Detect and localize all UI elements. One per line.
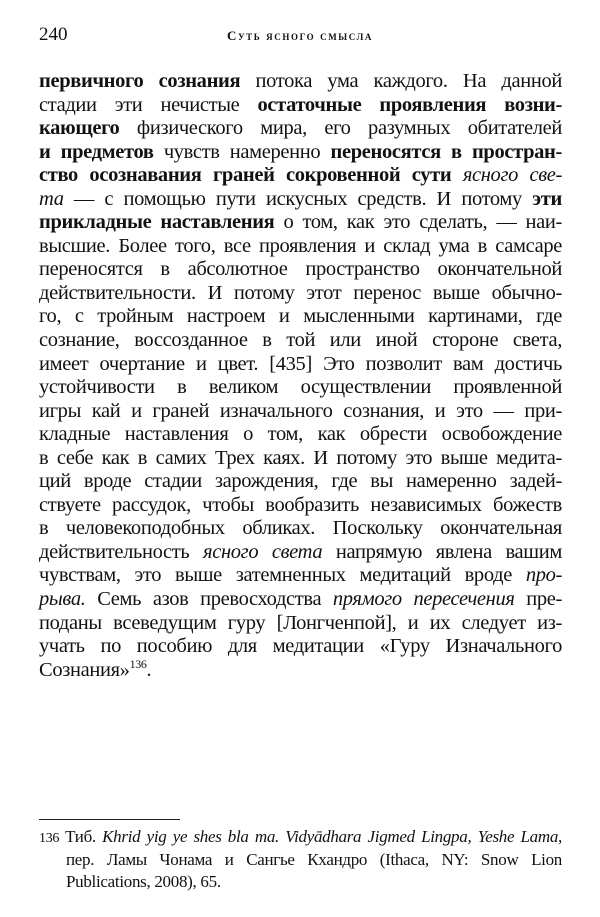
- text-segment: высшие. Более того, все проявления и склад ума в самсаре: [39, 234, 562, 257]
- footnote-reference: 136: [129, 656, 147, 671]
- text-line: [39, 541, 562, 565]
- text-line: [39, 656, 562, 683]
- text-line: [39, 329, 562, 353]
- text-segment: — с помощью пути искусных средств. И потому: [63, 187, 533, 210]
- text-segment: в человекоподобных обликах. Поскольку окончательная: [39, 517, 562, 540]
- text-line: [39, 635, 562, 659]
- text-segment: в себе как в самих Трех каях. И потому это выше медита-: [39, 446, 562, 469]
- text-line: [39, 305, 562, 329]
- text-line: [39, 517, 562, 541]
- text-segment: ций вроде стадии зарождения, где вы намеренно задей-: [39, 470, 562, 493]
- text-segment: рыва.: [39, 588, 86, 611]
- text-segment: о том, как это сделать, — наи-: [274, 211, 562, 234]
- text-line: [39, 470, 562, 494]
- text-segment: Сознания»: [39, 658, 130, 681]
- text-line: [39, 612, 562, 636]
- text-segment: переносятся в абсолютное пространство окончательной: [39, 258, 562, 281]
- text-segment: Семь азов превосходства: [85, 588, 333, 611]
- text-line: [39, 400, 562, 424]
- text-segment: переносятся в простран-: [330, 140, 562, 163]
- text-segment: сознание, воссозданное в той или иной стороне света,: [39, 329, 562, 352]
- text-line: [39, 94, 562, 118]
- footnote-line: [39, 871, 562, 894]
- text-line: [39, 564, 562, 588]
- text-segment: про-: [525, 564, 562, 587]
- text-segment: физического мира, его разумных обитателей: [119, 117, 562, 140]
- text-segment: кладные наставления о том, как обрести освобождение: [39, 423, 562, 446]
- text-line: [39, 588, 562, 612]
- text-line: [39, 141, 562, 165]
- text-segment: пер. Ламы Чонама и Сангье Кхандро (Ithaca, NY: Snow Lion: [66, 849, 562, 869]
- text-segment: устойчивости в великом осуществлении проявленной: [39, 376, 562, 399]
- text-line: [39, 70, 562, 94]
- body-text: [39, 70, 562, 682]
- running-header: Суть ясного смысла: [226, 28, 374, 43]
- text-segment: ство осознавания граней сокровенной сути: [39, 164, 463, 187]
- footnote-line: [39, 826, 562, 849]
- text-line: [39, 447, 562, 471]
- text-segment: действительность: [39, 540, 204, 563]
- text-line: [39, 376, 562, 400]
- text-segment: Тиб.: [65, 827, 103, 846]
- text-segment: ясного света: [203, 540, 323, 563]
- text-segment: эти: [532, 187, 562, 210]
- text-line: [39, 188, 562, 212]
- footnote-number: 136: [39, 831, 60, 846]
- footnotes: [39, 826, 562, 894]
- page-number: 240: [39, 24, 68, 45]
- text-line: [39, 423, 562, 447]
- text-line: [39, 235, 562, 259]
- text-line: [39, 164, 562, 188]
- text-segment: та: [39, 187, 64, 210]
- text-segment: Publications, 2008), 65.: [66, 872, 221, 891]
- text-segment: игры кай и граней изначального сознания, и это — при-: [39, 399, 562, 422]
- text-segment: поданы всеведущим гуру [Лонгченпой], и их следует из-: [39, 611, 562, 634]
- text-segment: напрямую явлена вашим: [322, 540, 562, 563]
- text-segment: стадии эти нечистые: [39, 93, 258, 116]
- text-segment: кающего: [39, 117, 120, 140]
- text-segment: остаточные проявления возни-: [257, 93, 562, 116]
- text-segment: потока ума каждого. На данной: [240, 70, 562, 92]
- footnote-line: [39, 849, 562, 872]
- text-segment: учать по пособию для медитации «Гуру Изначального: [39, 635, 562, 658]
- text-line: [39, 353, 562, 377]
- text-segment: имеет очертание и цвет. [435] Это позволит вам достичь: [39, 352, 562, 375]
- text-segment: пре-: [514, 588, 562, 611]
- text-line: [39, 494, 562, 518]
- text-line: [39, 211, 562, 235]
- text-line: [39, 258, 562, 282]
- text-segment: действительности. И потому этот перенос выше обычно-: [39, 281, 562, 304]
- footnote-divider: [39, 819, 180, 820]
- text-segment: и предметов: [39, 140, 154, 163]
- text-segment: Khrid yig ye shes bla ma. Vidyādhara Jigmed Lingpa, Yeshe Lama,: [102, 827, 562, 846]
- text-segment: чувствам, это выше затемненных медитаций вроде: [39, 564, 526, 587]
- text-segment: прямого пересечения: [332, 588, 515, 611]
- text-segment: ясного све-: [462, 164, 562, 187]
- text-segment: чувств намеренно: [153, 140, 331, 163]
- text-segment: прикладные наставления: [39, 211, 275, 234]
- text-line: [39, 282, 562, 306]
- text-segment: первичного сознания: [39, 70, 241, 92]
- text-segment: го, с тройным настроем и мысленными картинами, где: [39, 305, 562, 328]
- text-segment: .: [146, 658, 152, 681]
- text-line: [39, 117, 562, 141]
- text-segment: ствуете рассудок, чтобы вообразить независимых божеств: [39, 493, 562, 516]
